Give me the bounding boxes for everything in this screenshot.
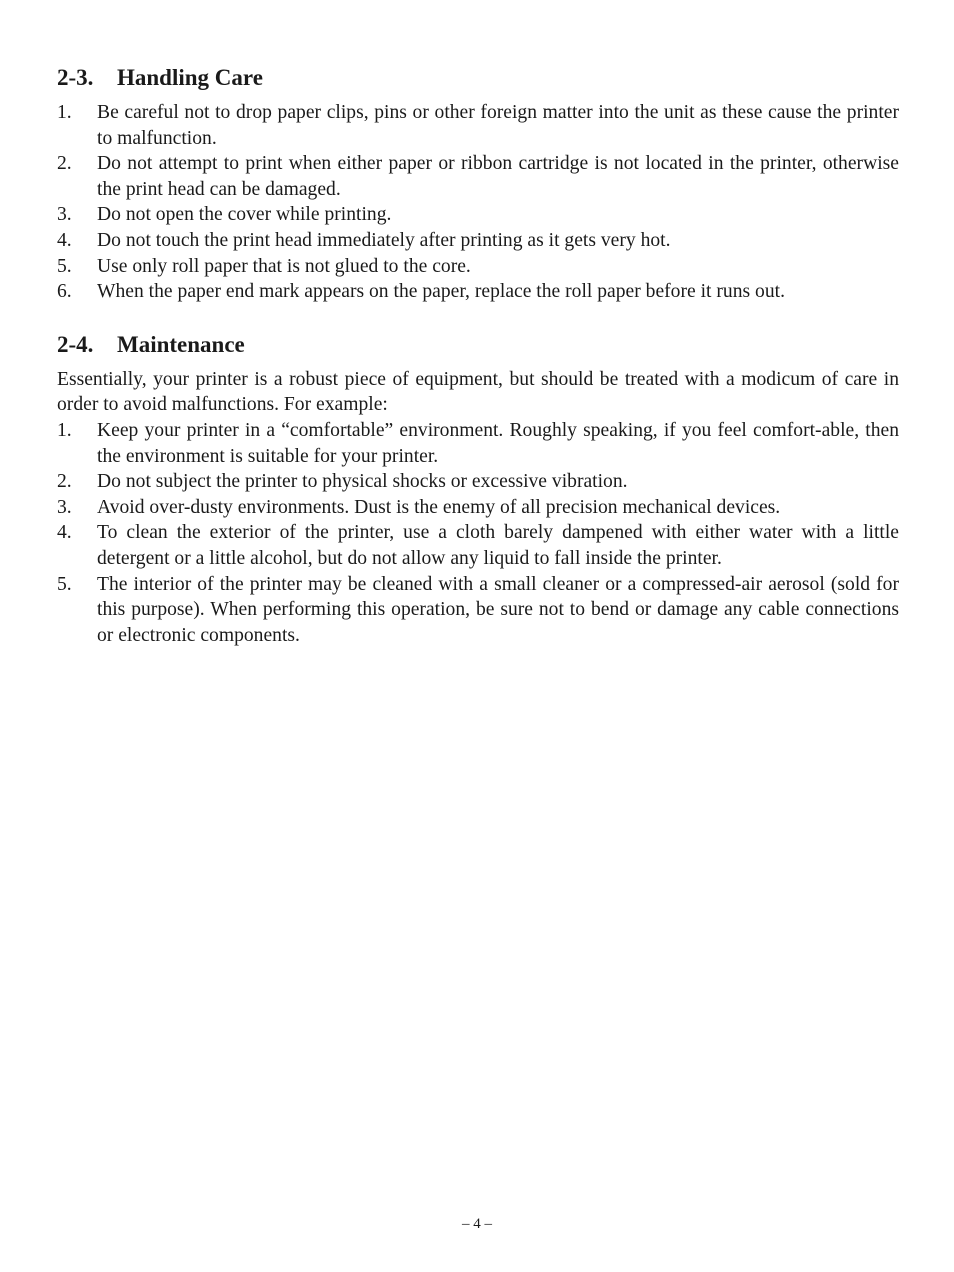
item-text: Do not touch the print head immediately after printing as it gets very hot.	[97, 229, 671, 251]
section-heading-handling-care	[57, 62, 899, 94]
item-text: Be careful not to drop paper clips, pins or other foreign matter into the unit as these cause the printer to malfunction.	[97, 102, 899, 149]
section-title: Handling Care	[117, 65, 263, 90]
list-item	[57, 469, 899, 495]
section-title: Maintenance	[117, 331, 245, 357]
item-text: Use only roll paper that is not glued to the core.	[97, 255, 471, 277]
item-number: 1.	[57, 419, 72, 441]
section-number: 2-4.	[57, 331, 94, 357]
list-item	[57, 151, 899, 202]
list-item	[57, 279, 899, 305]
section-heading-maintenance	[57, 329, 899, 361]
item-number: 5.	[57, 573, 72, 595]
item-number: 5.	[57, 255, 72, 277]
page-number: – 4 –	[462, 1216, 492, 1232]
maintenance-list	[57, 418, 899, 648]
item-number: 4.	[57, 229, 72, 251]
item-text: Do not subject the printer to physical shocks or excessive vibration.	[97, 471, 628, 493]
item-number: 6.	[57, 281, 72, 303]
item-number: 2.	[57, 153, 72, 175]
item-text: Do not attempt to print when either paper or ribbon cartridge is not located in the printer, otherwise the print head can be damaged.	[97, 153, 899, 200]
item-number: 1.	[57, 102, 72, 123]
item-text: The interior of the printer may be cleaned with a small cleaner or a compressed-air aerosol (sold for this purpose). When performing this operation, be sure not to bend or damage any cable connections or electronic components.	[97, 573, 899, 646]
maintenance-intro: Essentially, your printer is a robust piece of equipment, but should be treated with a modicum of care in order to avoid malfunctions. For example:	[57, 368, 899, 416]
item-number: 3.	[57, 496, 72, 518]
document-page	[57, 62, 899, 648]
item-text: To clean the exterior of the printer, use a cloth barely dampened with either water with a little detergent or a little alcohol, but do not allow any liquid to fall inside the printer.	[97, 522, 899, 569]
item-number: 3.	[57, 204, 72, 226]
item-text: Avoid over-dusty environments. Dust is the enemy of all precision mechanical devices.	[97, 496, 781, 518]
item-text: When the paper end mark appears on the paper, replace the roll paper before it runs out.	[97, 281, 785, 303]
item-text: Keep your printer in a “comfortable” environment. Roughly speaking, if you feel comfort-able, then the environment is suitable for your printer.	[97, 419, 899, 467]
list-item	[57, 418, 899, 469]
list-item	[57, 520, 899, 571]
item-text: Do not open the cover while printing.	[97, 204, 392, 226]
list-item	[57, 572, 899, 649]
list-item	[57, 495, 899, 521]
item-number: 2.	[57, 471, 72, 493]
section-number: 2-3.	[57, 65, 94, 90]
list-item	[57, 100, 899, 151]
list-item	[57, 228, 899, 254]
item-number: 4.	[57, 522, 72, 544]
list-item	[57, 202, 899, 228]
handling-care-list	[57, 100, 899, 305]
list-item	[57, 254, 899, 280]
